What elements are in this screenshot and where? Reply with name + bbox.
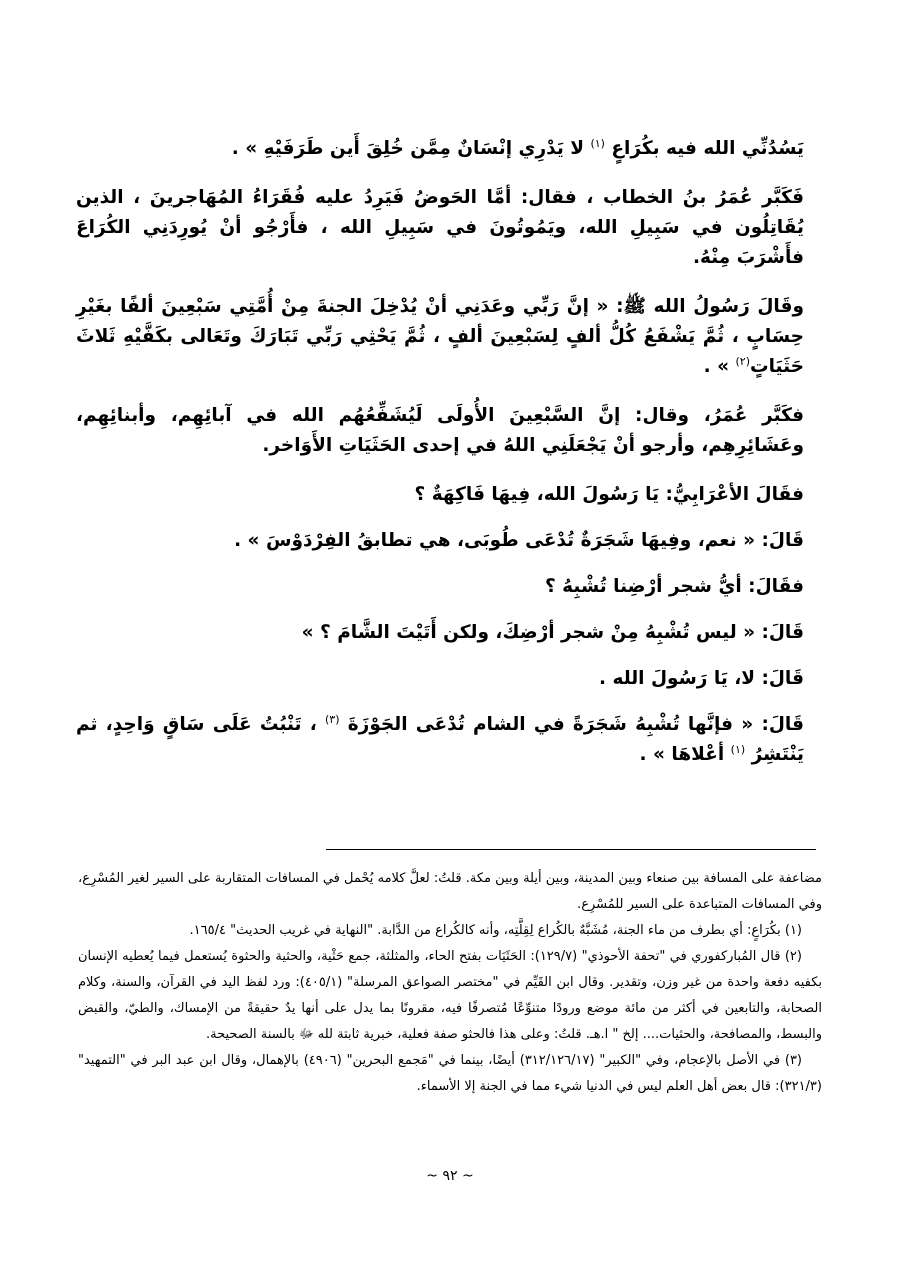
main-text: [76, 134, 824, 786]
page-number: ~ ٩٢ ~: [426, 1168, 474, 1184]
footnote-marker: (١): [730, 742, 746, 756]
paragraph-4: فكَبَّر عُمَرُ، وقال: إنَّ السَّبْعِينَ الأُولَى لَيُشَفِّعُهُم الله في آبائِهِم، وأبنائِهِم، وعَشَائِرِهِم، وأرجو أنْ يَجْعَلَنِي اللهُ في إحدى الحَثَيَاتِ الأَوَاخر.: [76, 405, 804, 456]
footnote-continuation: مضاعفة على المسافة بين صنعاء وبين المدينة، وبين أيلة وبين مكة. قلتُ: لعلَّ كلامه يُحْمل في المسافات المتقاربة على السير لغير المُسْرِع، وفي المسافات المتباعدة على السير للمُسْرِع.: [78, 871, 822, 912]
text-run: قَالَ: « فإنَّها تُشْبِهُ شَجَرَةً في الشام تُدْعَى الجَوْزَةَ: [347, 714, 804, 735]
text-run: ، تَنْبُتُ عَلَى سَاقٍ وَاحِدٍ، ثم يَنْتَشِرُ: [76, 714, 804, 765]
footnote-3: (٣) في الأصل بالإعجام، وفي "الكبير" (٣١٢/١٢٦/١٧) أيضًا، بينما في "مَجمع البحرين" (٤٩٠٦) بالإهمال، وقال ابن عبد البر في "التمهيد" (٣٢١/٣): قال بعض أهل العلم ليس في الدنيا شيء مما في الجنة إلا الأسماء.: [78, 1053, 822, 1094]
footnotes: [78, 866, 822, 1100]
footnote-2: (٢) قال المُباركفوري في "تحفة الأحوذي" (١٢٩/٧): الحَثَيَات بفتح الحاء، والمثلثة، جمع حَثْية، والحثية والحثوة يُستعمل فيما يُعطيه الإنسان بكفيه دفعة واحدة من غير وزن، وتقدير. وقال ابن القَيِّم في "مختصر الصواعق المرسلة" (٤٠٥/١): ورد لفظ اليد في القرآن، والسنة، وكلام الصحابة، والتابعين في أكثر من مائة موضع ورودًا متنوِّعًا مُتصرفًا فيه، مقرونًا بما يدل على أنها يدٌ حقيقةً من الإمساك، والطيّ، والقبض والبسط، والمصافحة، والحثيات.... إلخ " ا.هـ. قلتُ: وعلى هذا فالحثو صفة فعلية، خبرية ثابتة لله ﷻ بالسنة الصحيحة.: [78, 949, 822, 1042]
dialogue-line-5: قَالَ: لا، يَا رَسُولَ الله .: [599, 668, 804, 689]
footnote-1: (١) بكُرَاعٍ: أي بطرف من ماء الجنة، مُشَبَّهٌ بالكُراع لِقِلَّتِه، وأنه كالكُراع من الدَّابة. "النهاية في غريب الحديث" ١٦٥/٤.: [189, 923, 802, 938]
paragraph-1: [76, 134, 804, 164]
dialogue-line-4: قَالَ: « ليس تُشْبِهُ مِنْ شجر أرْضِكَ، ولكن أَتَيْتَ الشَّامَ ؟ »: [301, 622, 804, 643]
paragraph-3: [76, 292, 804, 382]
dialogue-line-1: فقَالَ الأعْرَابِيُّ: يَا رَسُولَ الله، فِيهَا فَاكِهَةٌ ؟: [414, 484, 804, 505]
dialogue-line-6: [76, 710, 804, 770]
text-run: وقَالَ رَسُولُ الله ﷺ: « إنَّ رَبِّي وعَدَنِي أنْ يُدْخِلَ الجنةَ مِنْ أُمَّتِي سَبْعِينَ ألفًا بغَيْرِ حِسَابٍ ، ثُمَّ يَشْفَعُ كُلُّ ألفٍ لِسَبْعِينَ ألفٍ ، ثُمَّ يَحْثِي رَبِّي تَبَارَكَ وتَعَالى بكَفَّيْهِ ثَلاثَ حَثَيَاتٍ: [76, 296, 804, 377]
footnote-separator: [326, 849, 816, 850]
footnote-marker: (٣): [325, 712, 340, 726]
text-run: أعْلاهَا » .: [639, 744, 725, 765]
dialogue-line-3: فقَالَ: أيُّ شجر أرْضِنا تُشْبِهُ ؟: [545, 576, 804, 597]
paragraph-2: فَكَبَّر عُمَرُ بنُ الخطاب ، فقال: أمَّا الحَوضُ فَيَرِدُ عليه فُقَرَاءُ المُهَاجرينَ ، الذين يُقَاتِلُون في سَبِيلِ الله، ويَمُوتُونَ في سَبِيلِ الله ، فأَرْجُو أنْ يُورِدَنِي الكُرَاعَ فأَشْرَبَ مِنْهُ.: [76, 187, 804, 268]
text-run: يَسُدُنِّي الله فيه بكُرَاعٍ: [611, 138, 804, 159]
text-run: » .: [703, 356, 730, 377]
footnote-marker: (٢): [735, 354, 751, 368]
footnote-marker: (١): [590, 136, 605, 150]
dialogue-line-2: قَالَ: « نعم، وفِيهَا شَجَرَةٌ تُدْعَى طُوبَى، هي تطابقُ الفِرْدَوْسَ » .: [234, 530, 804, 551]
text-run: لا يَدْرِي إنْسَانٌ مِمَّن خُلِقَ أَين طَرَفَيْهِ » .: [231, 138, 584, 159]
